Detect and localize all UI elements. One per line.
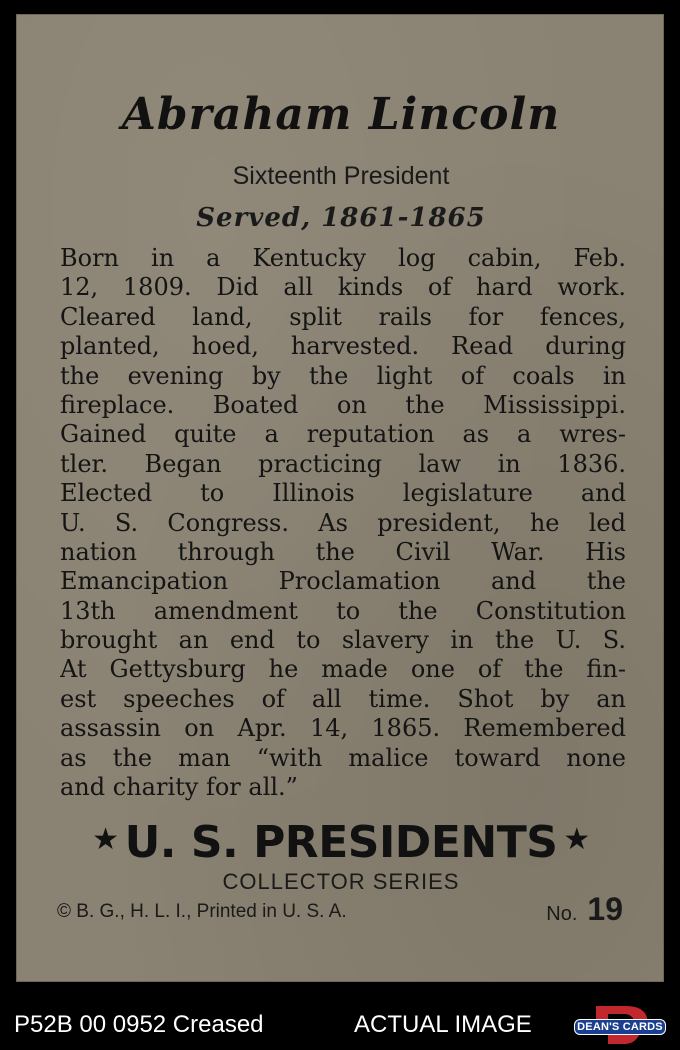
- bio-line: Emancipation Proclamation and the: [60, 567, 626, 596]
- series-title: [17, 812, 665, 871]
- card-number-label: No.: [546, 903, 578, 925]
- listing-code-caption: P52B 00 0952 Creased: [14, 1011, 264, 1038]
- bio-line: At Gettysburg he made one of the fin-: [60, 655, 626, 684]
- president-ordinal: Sixteenth President: [232, 162, 450, 190]
- bio-line: Elected to Illinois legislature and: [60, 479, 626, 508]
- series-title-text: U. S. PRESIDENTS: [124, 817, 558, 868]
- term-served: Served, 1861-1865: [196, 203, 486, 233]
- bio-line: as the man “with malice toward none: [60, 743, 626, 772]
- deans-cards-logo: [574, 1004, 666, 1046]
- star-icon: ★: [563, 822, 590, 857]
- actual-image-caption: ACTUAL IMAGE: [354, 1011, 532, 1038]
- card-number-value: 19: [587, 891, 623, 927]
- biography-text: [60, 244, 626, 802]
- bio-line: 13th amendment to the Constitution: [60, 596, 626, 625]
- copyright-line: © B. G., H. L. I., Printed in U. S. A.: [57, 901, 347, 922]
- bio-line: Cleared land, split rails for fences,: [60, 302, 626, 331]
- star-icon: ★: [92, 822, 119, 857]
- bio-line: fireplace. Boated on the Mississippi.: [60, 390, 626, 419]
- president-name: Abraham Lincoln: [121, 89, 561, 140]
- bio-line: planted, hoed, harvested. Read during: [60, 332, 626, 361]
- bio-line: est speeches of all time. Shot by an: [60, 684, 626, 713]
- bio-line: Born in a Kentucky log cabin, Feb.: [60, 244, 626, 272]
- bio-line: and charity for all.”: [60, 773, 298, 802]
- bio-line: assassin on Apr. 14, 1865. Remembered: [60, 714, 626, 743]
- trading-card-back: [16, 14, 664, 982]
- bio-line: tler. Began practicing law in 1836.: [60, 449, 626, 478]
- deans-cards-logo-text: DEAN'S CARDS: [574, 1019, 666, 1035]
- bio-line: nation through the Civil War. His: [60, 537, 626, 566]
- bio-line: the evening by the light of coals in: [60, 361, 626, 390]
- bio-line: Gained quite a reputation as a wres-: [60, 420, 626, 449]
- card-number: [546, 889, 623, 936]
- bio-line: brought an end to slavery in the U. S.: [60, 626, 626, 655]
- bio-line: 12, 1809. Did all kinds of hard work.: [60, 273, 626, 302]
- series-subtitle: COLLECTOR SERIES: [222, 869, 460, 894]
- bio-line: U. S. Congress. As president, he led: [60, 508, 626, 537]
